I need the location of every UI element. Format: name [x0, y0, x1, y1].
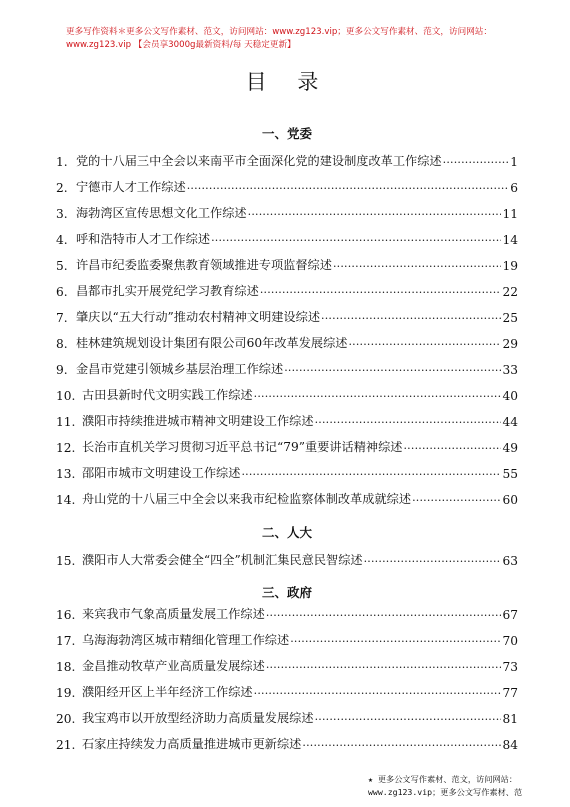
toc-entry[interactable] [56, 489, 518, 507]
entry-number: 5. [56, 259, 68, 273]
leader-dots [315, 415, 502, 429]
entry-number: 9. [56, 363, 68, 377]
entry-page: 55 [502, 467, 518, 481]
entry-page: 14 [502, 233, 518, 247]
leader-dots [241, 467, 501, 481]
entry-page: 25 [502, 311, 518, 325]
entry-page: 11 [502, 207, 518, 221]
toc-entry[interactable] [56, 255, 518, 273]
entry-page: 6 [510, 181, 518, 195]
toc-entry[interactable] [56, 411, 518, 429]
toc-entry[interactable] [56, 333, 518, 351]
leader-dots [364, 554, 502, 568]
header-line-2: www.zg123.vip 【会员享3000g最新资料/每 天稳定更新】 [66, 40, 296, 50]
leader-dots [211, 233, 501, 247]
entry-title: 长治市直机关学习贯彻习近平总书记“79”重要讲话精神综述 [82, 440, 403, 454]
entry-number: 10. [56, 389, 76, 403]
leader-dots [248, 207, 502, 221]
entry-number: 12. [56, 441, 76, 455]
toc-entry[interactable] [56, 656, 518, 674]
footer-line-2: www.zg123.vip；更多公文写作素材、范 [368, 787, 523, 797]
entry-number: 19. [56, 686, 76, 700]
entry-page: 63 [502, 554, 518, 568]
leader-dots [348, 337, 501, 351]
leader-dots [284, 363, 501, 377]
section-heading-congress: 二、人大 [261, 525, 312, 540]
entry-number: 4. [56, 233, 68, 247]
leader-dots [266, 660, 502, 674]
toc-entry[interactable] [56, 604, 518, 622]
toc-entry[interactable] [56, 682, 518, 700]
entry-title: 我宝鸡市以开放型经济助力高质量发展综述 [82, 711, 314, 725]
entry-title: 金昌推动牧草产业高质量发展综述 [82, 659, 265, 673]
leader-dots [266, 608, 502, 622]
entry-number: 18. [56, 660, 76, 674]
toc-entry[interactable] [56, 550, 518, 568]
footer-watermark [368, 773, 564, 799]
entry-title: 濮阳市持续推进城市精神文明建设工作综述 [82, 414, 314, 428]
toc-entry[interactable] [56, 177, 518, 195]
entry-title: 舟山党的十八届三中全会以来我市纪检监察体制改革成就综述 [82, 492, 412, 506]
entry-title: 邵阳市城市文明建设工作综述 [82, 466, 241, 480]
entry-number: 6. [56, 285, 68, 299]
entry-title: 海勃湾区宣传思想文化工作综述 [76, 206, 247, 220]
entry-number: 15. [56, 554, 76, 568]
entry-title: 党的十八届三中全会以来南平市全面深化党的建设制度改革工作综述 [76, 154, 442, 168]
toc-entry[interactable] [56, 630, 518, 648]
entry-page: 70 [502, 634, 518, 648]
entry-number: 7. [56, 311, 68, 325]
entry-page: 19 [502, 259, 518, 273]
toc-entry[interactable] [56, 734, 518, 752]
leader-dots [321, 311, 501, 325]
entry-title: 昌都市扎实开展党纪学习教育综述 [76, 284, 259, 298]
toc-entry[interactable] [56, 708, 518, 726]
toc-entry[interactable] [56, 463, 518, 481]
page-title: 目 录 [245, 70, 331, 94]
section-heading-party: 一、党委 [261, 126, 312, 141]
entry-page: 67 [502, 608, 518, 622]
entry-page: 40 [502, 389, 518, 403]
header-line-1: 更多写作资料＊更多公文写作素材、范文，访问网站：www.zg123.vip；更多公文写作素材、范文，访问网站： [66, 27, 492, 37]
entry-number: 16. [56, 608, 76, 622]
toc-entry[interactable] [56, 385, 518, 403]
entry-title: 金昌市党建引领城乡基层治理工作综述 [76, 362, 284, 376]
entry-page: 44 [502, 415, 518, 429]
entry-title: 桂林建筑规划设计集团有限公司60年改革发展综述 [76, 336, 348, 350]
entry-title: 濮阳市人大常委会健全“四全”机制汇集民意民智综述 [82, 553, 363, 567]
entry-page: 84 [502, 738, 518, 752]
entry-title: 来宾我市气象高质量发展工作综述 [82, 607, 265, 621]
entry-number: 21. [56, 738, 76, 752]
toc-entry[interactable] [56, 359, 518, 377]
entry-page: 73 [502, 660, 518, 674]
leader-dots [290, 634, 501, 648]
header-banner [66, 26, 546, 52]
leader-dots [403, 441, 501, 455]
leader-dots [187, 181, 510, 195]
entry-number: 11. [56, 415, 76, 429]
leader-dots [260, 285, 502, 299]
toc-entry[interactable] [56, 151, 518, 169]
entry-number: 14. [56, 493, 76, 507]
toc-entry[interactable] [56, 203, 518, 221]
entry-title: 乌海海勃湾区城市精细化管理工作综述 [82, 633, 290, 647]
entry-number: 13. [56, 467, 76, 481]
entry-number: 8. [56, 337, 68, 351]
entry-number: 1. [56, 155, 68, 169]
toc-entry[interactable] [56, 437, 518, 455]
entry-number: 20. [56, 712, 76, 726]
toc-entry[interactable] [56, 229, 518, 247]
entry-page: 33 [502, 363, 518, 377]
entry-page: 29 [502, 337, 518, 351]
leader-dots [443, 155, 510, 169]
entry-page: 81 [502, 712, 518, 726]
entry-title: 肇庆以“五大行动”推动农村精神文明建设综述 [76, 310, 321, 324]
entry-title: 宁德市人才工作综述 [76, 180, 186, 194]
entry-page: 77 [502, 686, 518, 700]
leader-dots [254, 686, 502, 700]
leader-dots [333, 259, 502, 273]
entry-title: 呼和浩特市人才工作综述 [76, 232, 211, 246]
entry-page: 60 [502, 493, 518, 507]
entry-page: 1 [510, 155, 518, 169]
entry-title: 濮阳经开区上半年经济工作综述 [82, 685, 253, 699]
leader-dots [412, 493, 501, 507]
toc-entry[interactable] [56, 281, 518, 299]
leader-dots [254, 389, 502, 403]
entry-number: 3. [56, 207, 68, 221]
entry-page: 22 [502, 285, 518, 299]
section-heading-government: 三、政府 [261, 585, 312, 600]
entry-title: 石家庄持续发力高质量推进城市更新综述 [82, 737, 302, 751]
toc-entry[interactable] [56, 307, 518, 325]
entry-title: 许昌市纪委监委聚焦教育领域推进专项监督综述 [76, 258, 332, 272]
leader-dots [315, 712, 502, 726]
entry-number: 2. [56, 181, 68, 195]
entry-number: 17. [56, 634, 76, 648]
footer-line-1: ★ 更多公文写作素材、范文，访问网站： [368, 774, 518, 784]
entry-title: 古田县新时代文明实践工作综述 [82, 388, 253, 402]
leader-dots [302, 738, 501, 752]
entry-page: 49 [502, 441, 518, 455]
